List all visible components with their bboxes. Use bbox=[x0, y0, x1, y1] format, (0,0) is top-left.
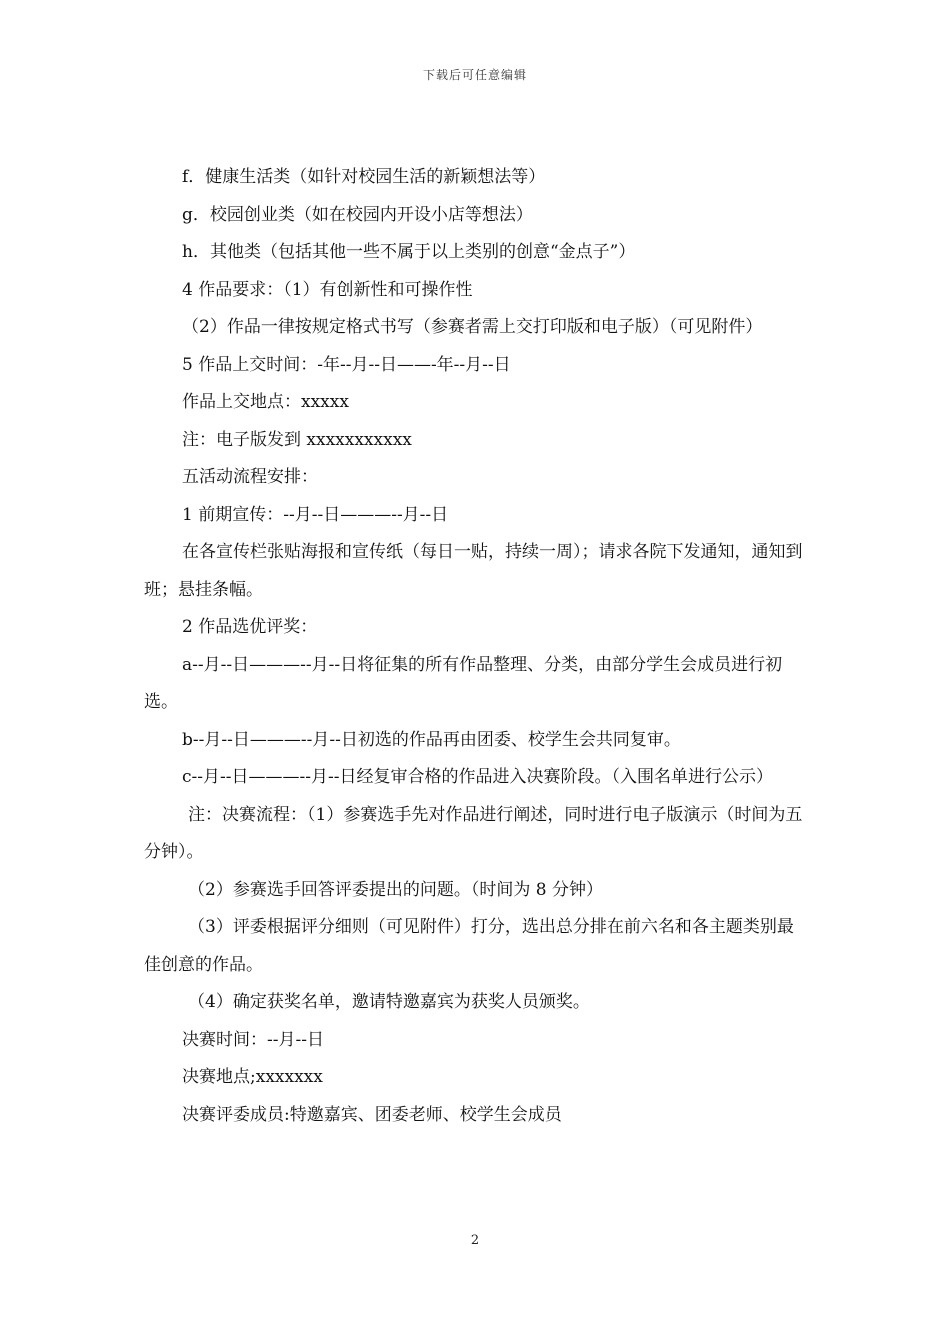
paragraph: 注：电子版发到 xxxxxxxxxxx bbox=[182, 429, 412, 450]
paragraph: c--月--日———--月--日经复审合格的作品进入决赛阶段。（入围名单进行公示） bbox=[182, 767, 773, 787]
paragraph: g．校园创业类（如在校园内开设小店等想法） bbox=[182, 204, 533, 225]
paragraph: 2 作品选优评奖： bbox=[182, 617, 318, 637]
paragraph: 注：决赛流程：（1）参赛选手先对作品进行阐述，同时进行电子版演示（时间为五分钟）。 bbox=[144, 804, 803, 862]
paragraph: h．其他类（包括其他一些不属于以上类别的创意“金点子”） bbox=[182, 242, 636, 262]
paragraph: 1 前期宣传：--月--日———--月--日 bbox=[182, 504, 449, 525]
paragraph: 决赛地点;xxxxxxx bbox=[182, 1067, 323, 1087]
paragraph: 5 作品上交时间：-年--月--日——-年--月--日 bbox=[182, 354, 511, 375]
paragraph: 作品上交地点：xxxxx bbox=[182, 392, 349, 412]
paragraph: 决赛时间：--月--日 bbox=[182, 1029, 324, 1050]
section-heading: 五活动流程安排： bbox=[182, 467, 318, 487]
paragraph: 4 作品要求：（1）有创新性和可操作性 bbox=[182, 279, 473, 300]
paragraph: 在各宣传栏张贴海报和宣传纸（每日一贴，持续一周）；请求各院下发通知，通知到班；悬挂条幅。 bbox=[144, 542, 803, 600]
paragraph: 决赛评委成员:特邀嘉宾、团委老师、校学生会成员 bbox=[182, 1104, 562, 1125]
paragraph: （3）评委根据评分细则（可见附件）打分，选出总分排在前六名和各主题类别最佳创意的作品。 bbox=[144, 917, 794, 975]
body-text bbox=[144, 159, 810, 1134]
page-number: 2 bbox=[470, 1233, 480, 1248]
paragraph: （2）作品一律按规定格式书写（参赛者需上交打印版和电子版）（可见附件） bbox=[182, 317, 763, 337]
paragraph: （2）参赛选手回答评委提出的问题。（时间为 8 分钟） bbox=[188, 879, 603, 900]
paragraph: f．健康生活类（如针对校园生活的新颖想法等） bbox=[182, 167, 546, 187]
paragraph: a--月--日———--月--日将征集的所有作品整理、分类，由部分学生会成员进行初选。 bbox=[144, 654, 783, 712]
paragraph: b--月--日———--月--日初选的作品再由团委、校学生会共同复审。 bbox=[182, 729, 681, 750]
page-header: 下载后可任意编辑 bbox=[422, 68, 527, 82]
paragraph: （4）确定获奖名单，邀请特邀嘉宾为获奖人员颁奖。 bbox=[188, 992, 590, 1012]
